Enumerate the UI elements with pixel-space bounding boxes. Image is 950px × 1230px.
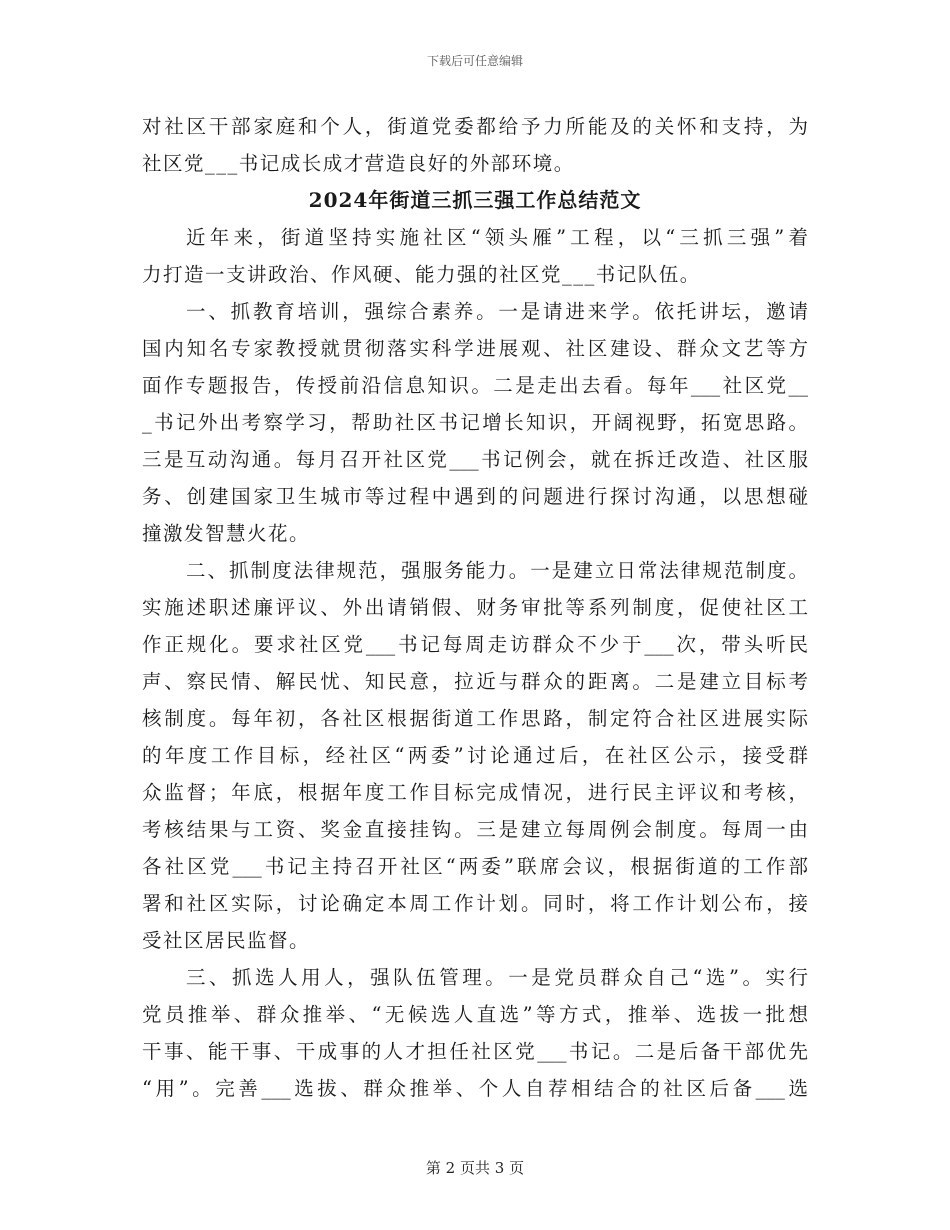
body-line: 撞激发智慧火花。	[142, 522, 311, 545]
document-body	[142, 108, 808, 1107]
page-footer: 第 2 页共 3 页	[425, 1159, 525, 1177]
body-line: 各社区党___书记主持召开社区“两委”联席会议，根据街道的工作部	[142, 855, 808, 878]
body-line: 考核结果与工资、奖金直接挂钩。三是建立每周例会制度。每周一由	[142, 818, 808, 841]
body-line: 国内知名专家教授就贯彻落实科学进展观、社区建设、群众文艺等方	[142, 337, 808, 360]
page-header: 下载后可任意编辑	[426, 54, 523, 68]
body-line: 受社区居民监督。	[142, 929, 311, 952]
body-line: 近年来，街道坚持实施社区“领头雁”工程，以“三抓三强”着	[186, 226, 808, 249]
body-line: 二、抓制度法律规范，强服务能力。一是建立日常法律规范制度。	[186, 559, 808, 582]
body-line: 面作专题报告，传授前沿信息知识。二是走出去看。每年___社区党__	[142, 374, 808, 397]
body-line: 声、察民情、解民忧、知民意，拉近与群众的距离。二是建立目标考	[142, 670, 808, 693]
body-line: 力打造一支讲政治、作风硬、能力强的社区党___书记队伍。	[142, 263, 701, 286]
body-line: 对社区干部家庭和个人，街道党委都给予力所能及的关怀和支持，为	[142, 115, 808, 138]
body-line: 署和社区实际，讨论确定本周工作计划。同时，将工作计划公布，接	[142, 892, 808, 915]
body-line: 三、抓选人用人，强队伍管理。一是党员群众自己“选”。实行	[186, 966, 808, 989]
body-line: 干事、能干事、干成事的人才担任社区党___书记。二是后备干部优先	[142, 1040, 808, 1063]
body-line: 三是互动沟通。每月召开社区党___书记例会，就在拆迁改造、社区服	[142, 448, 808, 471]
body-line: _书记外出考察学习，帮助社区书记增长知识，开阔视野，拓宽思路。	[142, 411, 808, 434]
body-line: 的年度工作目标，经社区“两委”讨论通过后，在社区公示，接受群	[142, 744, 808, 767]
body-line: 一、抓教育培训，强综合素养。一是请进来学。依托讲坛，邀请	[186, 300, 808, 323]
body-line: 作正规化。要求社区党___书记每周走访群众不少于___次，带头听民	[142, 633, 808, 656]
body-line: 众监督；年底，根据年度工作目标完成情况，进行民主评议和考核，	[142, 781, 808, 804]
body-line: 社区党___书记成长成才营造良好的外部环境。	[142, 152, 575, 175]
body-line: 实施述职述廉评议、外出请销假、财务审批等系列制度，促使社区工	[142, 596, 808, 619]
body-line: 核制度。每年初，各社区根据街道工作思路，制定符合社区进展实际	[142, 707, 808, 730]
body-line: 务、创建国家卫生城市等过程中遇到的问题进行探讨沟通，以思想碰	[142, 485, 808, 508]
body-line: “用”。完善___选拔、群众推举、个人自荐相结合的社区后备___选	[142, 1077, 808, 1100]
body-line: 党员推举、群众推举、“无候选人直选”等方式，推举、选拔一批想	[142, 1003, 808, 1026]
document-title: 2024年街道三抓三强工作总结范文	[308, 188, 642, 212]
